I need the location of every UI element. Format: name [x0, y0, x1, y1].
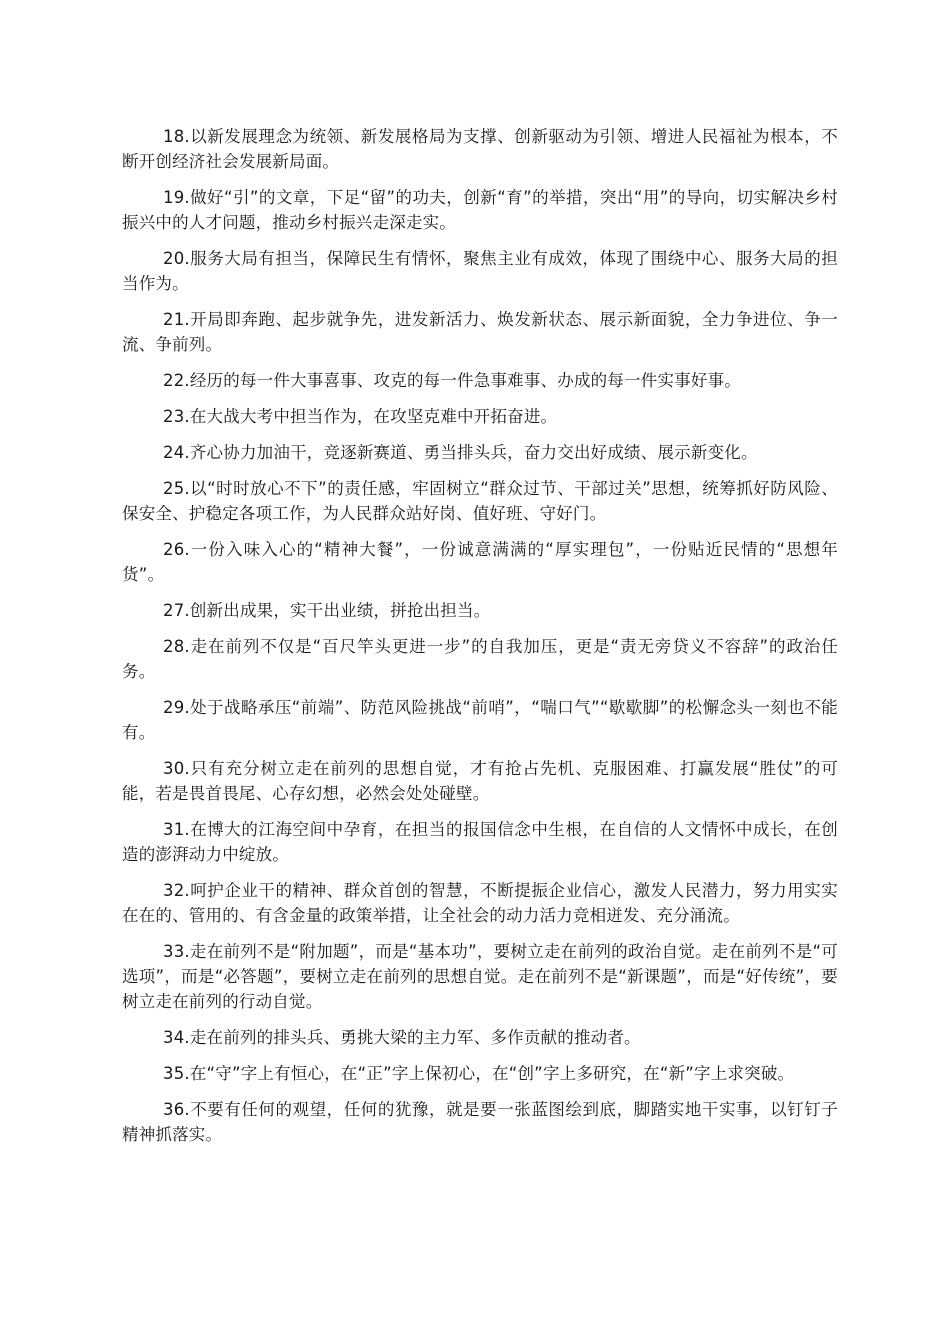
paragraph-23: 23.在大战大考中担当作为，在攻坚克难中开拓奋进。: [163, 407, 558, 426]
paragraph-27: 27.创新出成果，实干出业绩，拼抢出担当。: [163, 601, 491, 620]
paragraph-26: 26.一份入味入心的“精神大餐”，一份诚意满满的“厚实理包”，一份贴近民情的“思想年货”。: [122, 540, 838, 584]
paragraph-35: 35.在“守”字上有恒心，在“正”字上保初心，在“创”字上多研究，在“新”字上求突破。: [163, 1064, 795, 1083]
paragraph-36: 36.不要有任何的观望，任何的犹豫，就是要一张蓝图绘到底，脚踏实地干实事，以钉钉子精神抓落实。: [122, 1100, 838, 1144]
paragraph-31: 31.在博大的江海空间中孕育，在担当的报国信念中生根，在自信的人文情怀中成长，在创造的澎湃动力中绽放。: [122, 820, 838, 864]
paragraph-24: 24.齐心协力加油干，竞逐新赛道、勇当排头兵，奋力交出好成绩、展示新变化。: [163, 443, 758, 462]
paragraph-18: 18.以新发展理念为统领、新发展格局为支撑、创新驱动为引领、增进人民福祉为根本，不断开创经济社会发展新局面。: [122, 127, 838, 171]
paragraph-21: 21.开局即奔跑、起步就争先，进发新活力、焕发新状态、展示新面貌，全力争进位、争一流、争前列。: [122, 310, 838, 354]
paragraph-19: 19.做好“引”的文章，下足“留”的功夫，创新“育”的举措，突出“用”的导向，切实解决乡村振兴中的人才问题，推动乡村振兴走深走实。: [122, 188, 838, 232]
paragraph-33: 33.走在前列不是“附加题”，而是“基本功”，要树立走在前列的政治自觉。走在前列不是“可选项”，而是“必答题”，要树立走在前列的思想自觉。走在前列不是“新课题”，而是“好传统”，要树立走在前列的行动自觉。: [122, 942, 838, 1011]
paragraph-29: 29.处于战略承压“前端”、防范风险挑战“前哨”，“喘口气”“歇歇脚”的松懈念头一刻也不能有。: [122, 698, 838, 742]
paragraph-32: 32.呵护企业干的精神、群众首创的智慧，不断提振企业信心，激发人民潜力，努力用实实在在的、管用的、有含金量的政策举措，让全社会的动力活力竞相迸发、充分涌流。: [122, 881, 838, 925]
paragraph-28: 28.走在前列不仅是“百尺竿头更进一步”的自我加压，更是“责无旁贷义不容辞”的政治任务。: [122, 637, 838, 681]
paragraph-25: 25.以“时时放心不下”的责任感，牢固树立“群众过节、干部过关”思想，统筹抓好防风险、保安全、护稳定各项工作，为人民群众站好岗、值好班、守好门。: [122, 479, 838, 523]
paragraph-22: 22.经历的每一件大事喜事、攻克的每一件急事难事、办成的每一件实事好事。: [163, 371, 741, 390]
document-page: [122, 124, 838, 1158]
paragraph-30: 30.只有充分树立走在前列的思想自觉，才有抢占先机、克服困难、打赢发展“胜仗”的可能，若是畏首畏尾、心存幻想，必然会处处碰壁。: [122, 759, 838, 803]
paragraph-34: 34.走在前列的排头兵、勇挑大梁的主力军、多作贡献的推动者。: [163, 1028, 641, 1047]
paragraph-20: 20.服务大局有担当，保障民生有情怀，聚焦主业有成效，体现了围绕中心、服务大局的担当作为。: [122, 249, 838, 293]
